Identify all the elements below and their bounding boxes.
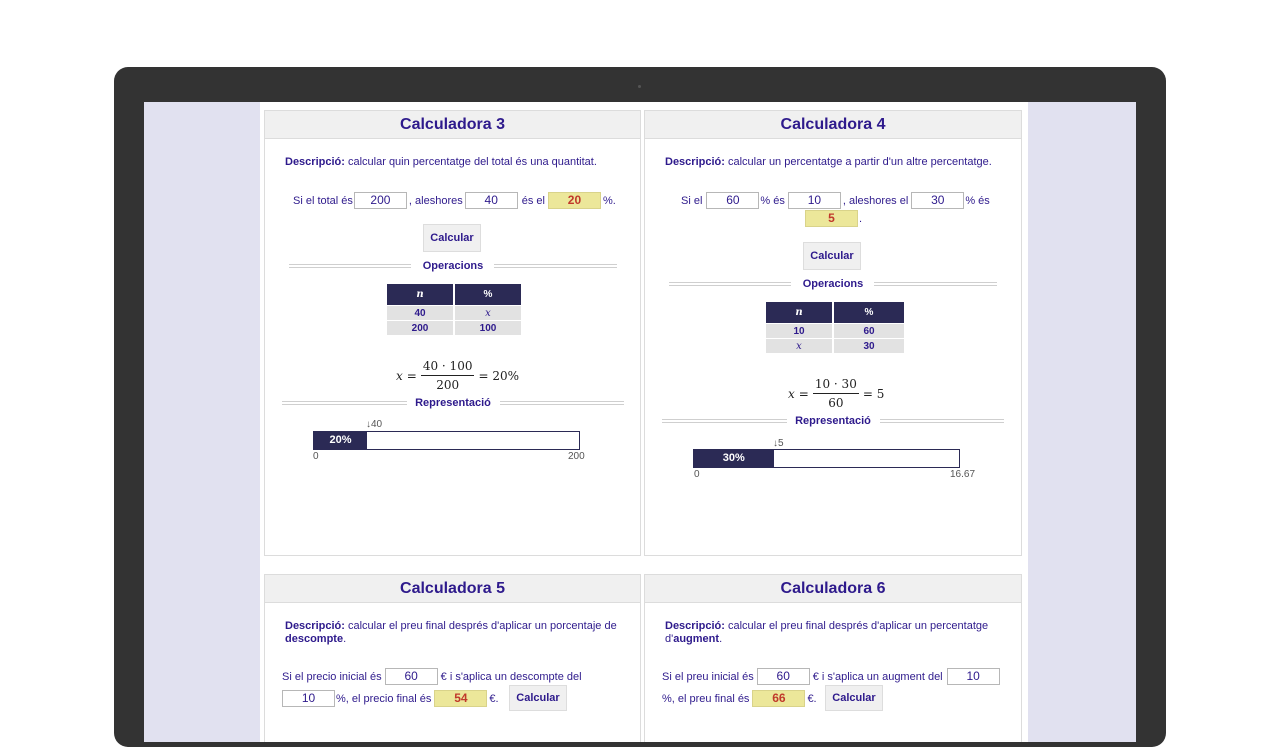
form-text: és el [521, 194, 545, 207]
result-field: 5 [805, 210, 858, 227]
description-label: Descripció: [285, 620, 345, 632]
form-text: Si el preu inicial és [662, 670, 754, 683]
form-text: % és [965, 194, 990, 207]
calculate-button[interactable]: Calcular [803, 242, 861, 270]
form-text: €. [807, 692, 817, 705]
calculator-5-form-line-1 [282, 668, 582, 685]
representation-heading: Representació [795, 415, 871, 427]
table-cell: 10 [766, 323, 832, 338]
calculator-4-description [665, 156, 1001, 169]
form-text: , aleshores [408, 194, 463, 207]
calculator-4-card [644, 110, 1022, 556]
representation-divider [662, 415, 1004, 429]
percent-input-1[interactable]: 60 [706, 192, 759, 209]
formula-result: = 5 [862, 386, 885, 401]
calculator-6-title: Calculadora 6 [645, 575, 1021, 603]
formula-denominator: 60 [828, 396, 844, 410]
form-text: € i s'aplica un descompte del [440, 670, 582, 683]
calculator-5-title: Calculadora 5 [265, 575, 640, 603]
table-header-percent: % [834, 302, 904, 323]
table-cell: x [766, 338, 832, 353]
calculator-3-description [285, 156, 620, 169]
formula-fraction [813, 377, 859, 410]
percentage-bar [693, 449, 960, 468]
laptop-frame [114, 67, 1166, 747]
calculator-6-description [665, 620, 1001, 646]
calculator-4-title: Calculadora 4 [645, 111, 1021, 139]
operations-divider [289, 260, 617, 274]
table-cell: 200 [387, 320, 453, 335]
formula [788, 377, 884, 410]
description-text: calcular el preu final després d'aplicar un percentatge d' [665, 620, 989, 645]
formula-variable: x [788, 386, 795, 401]
calculator-4-result-row [805, 210, 862, 227]
formula-numerator: 10 · 30 [813, 377, 859, 394]
form-text: , aleshores el [842, 194, 909, 207]
calculator-4-form [681, 192, 990, 209]
calculate-button[interactable]: Calcular [423, 224, 481, 252]
form-text: Si el precio inicial és [282, 670, 382, 683]
operations-table [764, 302, 906, 353]
table-header-percent: % [455, 284, 521, 305]
page-content [260, 102, 1028, 742]
table-cell: 30 [834, 338, 904, 353]
calculate-button[interactable]: Calcular [509, 685, 567, 711]
description-end: . [719, 633, 723, 645]
description-label: Descripció: [665, 156, 725, 168]
table-header-n: n [766, 302, 832, 323]
laptop-screen [144, 102, 1136, 742]
operations-heading: Operacions [802, 278, 864, 290]
calculator-3-card [264, 110, 641, 556]
bar-marker: ↓5 [773, 438, 784, 449]
description-text: calcular quin percentatge del total és una quantitat. [344, 156, 597, 168]
description-keyword: augment [673, 633, 720, 645]
description-label: Descripció: [665, 620, 725, 632]
camera-dot [638, 85, 641, 88]
description-text: calcular el preu final després d'aplicar un porcentaje de [344, 620, 617, 632]
operations-table [385, 284, 523, 335]
final-price-field: 66 [752, 690, 805, 707]
calculator-3-form [293, 192, 616, 209]
form-text: € i s'aplica un augment del [812, 670, 943, 683]
initial-price-input[interactable]: 60 [385, 668, 438, 685]
calculator-6-form-line-2 [662, 690, 817, 707]
form-text: . [859, 212, 863, 225]
calculator-5-description [285, 620, 620, 646]
calculate-button[interactable]: Calcular [825, 685, 883, 711]
discount-percent-input[interactable]: 10 [282, 690, 335, 707]
increase-percent-input[interactable]: 10 [947, 668, 1000, 685]
operations-divider [669, 278, 997, 292]
bar-min-label: 0 [313, 451, 319, 462]
formula-denominator: 200 [436, 378, 460, 392]
table-cell: 40 [387, 305, 453, 320]
bar-max-label: 16.67 [950, 469, 976, 480]
form-text: Si el [681, 194, 703, 207]
description-label: Descripció: [285, 156, 345, 168]
form-text: %. [602, 194, 616, 207]
form-text: %, el preu final és [662, 692, 750, 705]
form-text: €. [489, 692, 499, 705]
table-cell: 100 [455, 320, 521, 335]
percentage-bar-fill: 30% [694, 450, 774, 467]
formula-result: = 20% [478, 368, 520, 383]
form-text: %, el precio final és [336, 692, 432, 705]
formula [396, 359, 519, 392]
table-cell: 60 [834, 323, 904, 338]
calculator-5-form-line-2 [282, 690, 499, 707]
representation-heading: Representació [415, 397, 491, 409]
description-keyword: descompte [285, 633, 344, 645]
table-cell: x [455, 305, 521, 320]
form-text: % és [760, 194, 785, 207]
value-input[interactable]: 10 [788, 192, 841, 209]
result-field: 20 [548, 192, 601, 209]
description-end: . [343, 633, 347, 645]
calculator-5-card [264, 574, 641, 742]
final-price-field: 54 [434, 690, 487, 707]
calculator-6-form-line-1 [662, 668, 1000, 685]
formula-numerator: 40 · 100 [421, 359, 475, 376]
formula-equals: = [798, 386, 809, 401]
percentage-bar [313, 431, 580, 450]
percent-input-2[interactable]: 30 [911, 192, 964, 209]
calculator-6-card [644, 574, 1022, 742]
quantity-input[interactable]: 40 [465, 192, 518, 209]
bar-min-label: 0 [694, 469, 700, 480]
initial-price-input[interactable]: 60 [757, 668, 810, 685]
bar-marker: ↓40 [366, 419, 383, 430]
representation-divider [282, 397, 624, 411]
total-input[interactable]: 200 [354, 192, 407, 209]
form-text: Si el total és [293, 194, 353, 207]
table-header-n: n [387, 284, 453, 305]
formula-variable: x [396, 368, 403, 383]
calculator-3-title: Calculadora 3 [265, 111, 640, 139]
formula-fraction [421, 359, 475, 392]
operations-heading: Operacions [422, 260, 484, 272]
percentage-bar-fill: 20% [314, 432, 367, 449]
description-text: calcular un percentatge a partir d'un altre percentatge. [724, 156, 992, 168]
bar-max-label: 200 [568, 451, 585, 462]
formula-equals: = [406, 368, 417, 383]
